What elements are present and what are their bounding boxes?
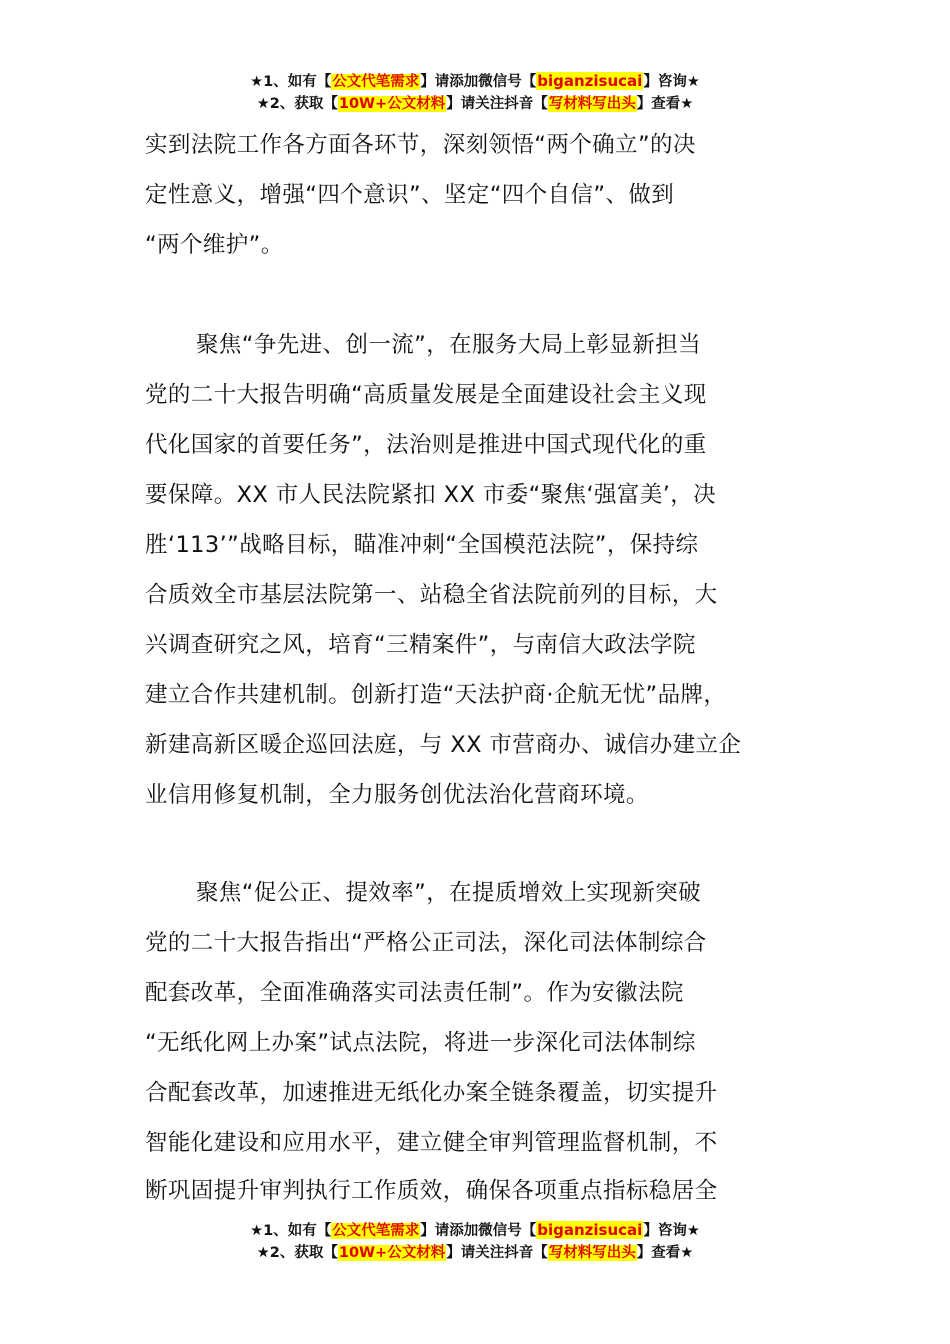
body-line: 配套改革，全面准确落实司法责任制”。作为安徽法院 (145, 980, 684, 1006)
header-highlight-douyin: 写材料写出头 (548, 96, 636, 112)
footer-promo-line-2 (0, 1242, 950, 1264)
header-line2-mid: 】请关注抖音【 (446, 96, 548, 112)
header-line1-pre: ★1、如有【 (250, 74, 332, 90)
footer-line2-mid: 】请关注抖音【 (446, 1245, 548, 1261)
body-line: 业信用修复机制，全力服务创优法治化营商环境。 (145, 782, 649, 808)
footer-line1-post: 】咨询★ (643, 1223, 700, 1239)
header-highlight-ghostwriting: 公文代笔需求 (332, 74, 420, 90)
section-heading: 聚焦“争先进、创一流”，在服务大局上彰显新担当 (196, 332, 702, 358)
body-line: 代化国家的首要任务”，法治则是推进中国式现代化的重 (145, 432, 707, 458)
footer-highlight-ghostwriting: 公文代笔需求 (332, 1223, 420, 1239)
body-line: “两个维护”。 (145, 232, 284, 258)
footer-line1-pre: ★1、如有【 (250, 1223, 332, 1239)
body-line: 断巩固提升审判执行工作质效，确保各项重点指标稳居全 (145, 1178, 718, 1204)
header-highlight-wechat-id: biganzisucai (537, 72, 643, 90)
body-line: 实到法院工作各方面各环节，深刻领悟“两个确立”的决 (145, 132, 696, 158)
body-line: “无纸化网上办案”试点法院，将进一步深化司法体制综 (145, 1030, 696, 1056)
footer-line2-pre: ★2、获取【 (256, 1245, 338, 1261)
body-line: 建立合作共建机制。创新打造“天法护商·企航无忧”品牌， (145, 682, 727, 708)
body-line: 定性意义，增强“四个意识”、坚定“四个自信”、做到 (145, 182, 675, 208)
header-line1-post: 】咨询★ (643, 74, 700, 90)
footer-highlight-materials: 10W+公文材料 (338, 1245, 446, 1261)
header-line2-pre: ★2、获取【 (256, 96, 338, 112)
body-line: 要保障。XX 市人民法院紧扣 XX 市委“聚焦‘强富美’，决 (145, 482, 717, 508)
footer-promo-line-1 (0, 1219, 950, 1242)
footer-highlight-wechat-id: biganzisucai (537, 1221, 643, 1239)
footer-promo (0, 1219, 950, 1264)
body-line: 党的二十大报告明确“高质量发展是全面建设社会主义现 (145, 382, 707, 408)
body-line: 新建高新区暖企巡回法庭，与 XX 市营商办、诚信办建立企 (145, 732, 742, 758)
header-highlight-materials: 10W+公文材料 (338, 96, 446, 112)
header-line2-post: 】查看★ (636, 96, 694, 112)
body-line: 合质效全市基层法院第一、站稳全省法院前列的目标，大 (145, 582, 718, 608)
body-line: 胜‘113’”战略目标，瞄准冲刺“全国模范法院”，保持综 (145, 532, 699, 558)
section-heading: 聚焦“促公正、提效率”，在提质增效上实现新突破 (196, 880, 702, 906)
body-line: 党的二十大报告指出“严格公正司法，深化司法体制综合 (145, 930, 707, 956)
body-line: 智能化建设和应用水平，建立健全审判管理监督机制，不 (145, 1130, 718, 1156)
body-line: 合配套改革，加速推进无纸化办案全链条覆盖，切实提升 (145, 1080, 718, 1106)
body-line: 兴调查研究之风，培育“三精案件”，与南信大政法学院 (145, 632, 696, 658)
footer-line1-mid: 】请添加微信号【 (420, 1223, 537, 1239)
footer-line2-post: 】查看★ (636, 1245, 694, 1261)
header-line1-mid: 】请添加微信号【 (420, 74, 537, 90)
footer-highlight-douyin: 写材料写出头 (548, 1245, 636, 1261)
